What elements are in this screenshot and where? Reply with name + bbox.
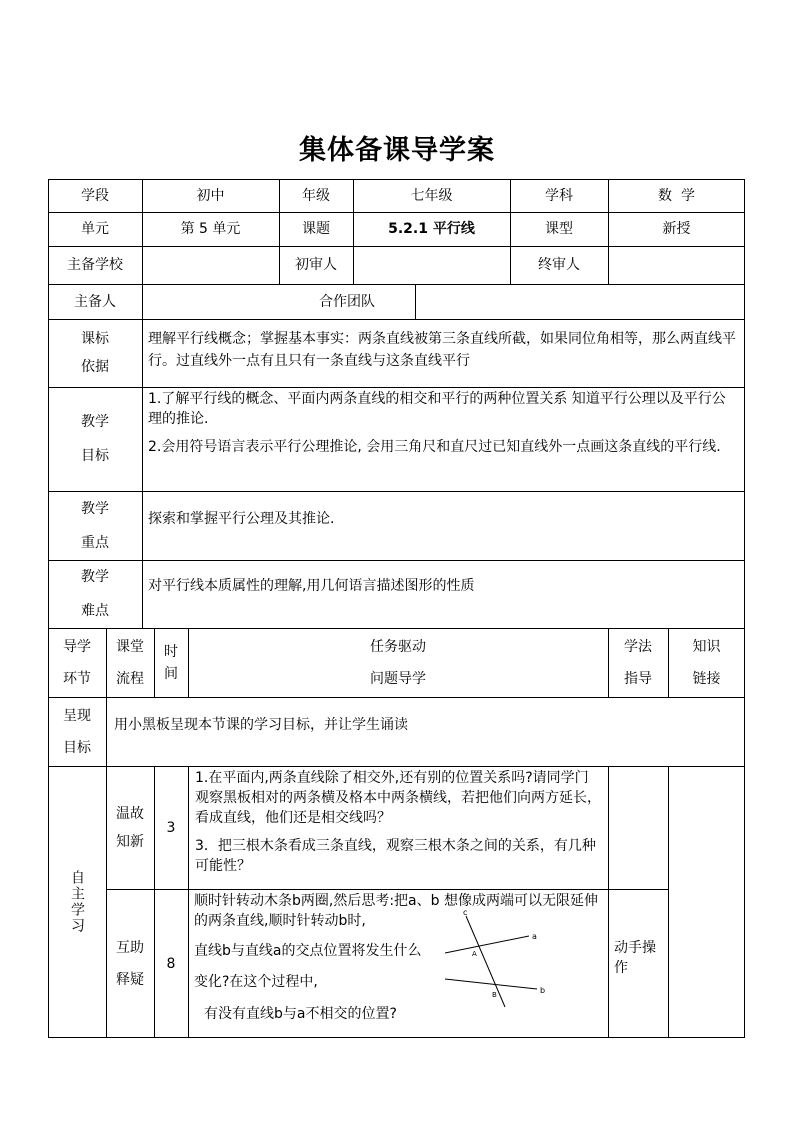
time-huzhu: 8	[166, 955, 176, 972]
value-danyuan: 第 5 单元	[180, 221, 241, 237]
label-mubiao: 教学 目标	[81, 414, 109, 464]
label-hezuo: 合作团队	[319, 293, 375, 310]
header-shijian: 时 间	[164, 643, 178, 682]
label-nianji: 年级	[302, 187, 330, 204]
huzhu-line2: 直线b与直线a的交点位置将发生什么	[194, 943, 422, 959]
zhongdian-text: 探索和掌握平行公理及其推论.	[148, 511, 335, 527]
col-divider	[668, 766, 669, 1038]
value-nianji: 七年级	[410, 187, 453, 204]
row-divider	[106, 889, 668, 890]
label-chushen: 初审人	[295, 257, 337, 273]
col-divider	[608, 766, 609, 1038]
label-B: B	[492, 991, 497, 999]
huzhu-line3: 变化?在这个过程中,	[194, 974, 318, 990]
label-b: b	[540, 986, 546, 995]
label-c: c	[463, 908, 468, 917]
label-kebiao: 课标 依据	[81, 331, 109, 375]
mubiao-text: 1.了解平行线的概念、平面内两条直线的相交和平行的两种位置关系 知道平行公理以及平行公理的推论. 2.会用符号语言表示平行公理推论, 会用三角尺和直尺过已知直线外一点画这条直线的平行线.	[148, 391, 726, 455]
huzhu-method: 动手操作	[614, 940, 656, 976]
kebiao-text: 理解平行线概念；掌握基本事实：两条直线被第三条直线所截，如果同位角相等，那么两直线平行。过直线外一点有且只有一条直线与这条直线平行	[148, 331, 736, 369]
label-chengxian: 呈现 目标	[63, 707, 91, 756]
line-c	[466, 916, 505, 1007]
value-xueduan: 初中	[196, 187, 225, 204]
value-keti: 5.2.1 平行线	[388, 221, 475, 237]
parallel-lines-figure	[435, 905, 560, 1010]
header-xuefa: 学法 指导	[624, 638, 652, 687]
chengxian-text: 用小黑板呈现本节课的学习目标，并让学生诵读	[114, 717, 408, 733]
value-xueke: 数 学	[658, 187, 695, 204]
label-zhubei-person: 主备人	[74, 293, 116, 310]
label-zhongdian: 教学 重点	[81, 500, 109, 551]
nandian-text: 对平行线本质属性的理解,用几何语言描述图形的性质	[148, 578, 475, 594]
huzhu-line1: 顺时针转动木条b两圈,然后思考:把a、b 想像成两端可以无限延伸的两条直线,顺时针转动b时,	[194, 893, 598, 929]
label-xueduan: 学段	[81, 187, 109, 204]
label-a: a	[532, 932, 537, 941]
header-zhishi: 知识 链接	[692, 638, 721, 687]
page-title: 集体备课导学案	[299, 135, 495, 166]
header-renwu: 任务驱动 问题导学	[370, 638, 426, 687]
label-wengu: 温故 知新	[116, 805, 144, 850]
wengu-text: 1.在平面内,两条直线除了相交外,还有别的位置关系吗?请同学门观察黑板相对的两条横及格本中两条横线，若把他们向两方延长，看成直线，他们还是相交线吗？ 3．把三根木条看成三条直线，观察三根木条之间的关系，有几种可能性？	[195, 770, 601, 874]
line-a	[445, 936, 529, 953]
label-zhubei-school: 主备学校	[67, 257, 123, 273]
header-ketang: 课堂 流程	[116, 638, 144, 687]
label-nandian: 教学 难点	[81, 569, 109, 619]
label-kexing: 课型	[545, 221, 573, 237]
label-xueke: 学科	[545, 187, 573, 204]
label-danyuan: 单元	[81, 221, 109, 237]
time-wengu: 3	[166, 819, 176, 836]
label-A: A	[472, 950, 477, 958]
value-kexing: 新授	[662, 221, 691, 237]
label-zhongshen: 终审人	[538, 257, 580, 273]
label-huzhu: 互助 释疑	[116, 939, 144, 988]
col-divider	[415, 284, 416, 319]
line-b	[445, 979, 537, 989]
label-zizhu: 自主学习	[69, 870, 85, 934]
header-daoxue: 导学 环节	[63, 638, 91, 687]
row-divider	[48, 246, 745, 247]
label-keti: 课题	[302, 221, 330, 237]
huzhu-line4: 有没有直线b与a不相交的位置?	[204, 1006, 397, 1022]
